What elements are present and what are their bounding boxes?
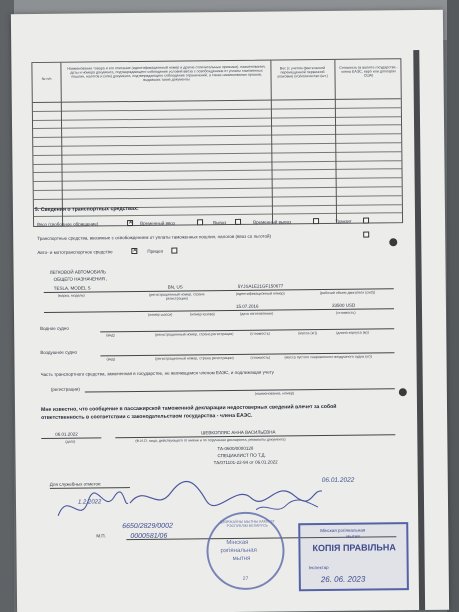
desk-right (447, 0, 459, 612)
signature-scribble (126, 471, 326, 521)
signature-date: 06.01.2022 (55, 431, 78, 437)
copy-stamp-date: 26. 06. 2023 (320, 574, 366, 585)
import-free-checkbox[interactable] (127, 220, 133, 226)
handwritten-3: 1.2.2022 (77, 499, 102, 506)
agent-line1: ТА-0600/0000128 (217, 445, 254, 452)
agent-line3: ТА/071101-22-94 от 06.01.2022 (213, 459, 278, 466)
temp-import-checkbox[interactable] (197, 219, 203, 225)
replaced-reg: (регистрации) (50, 386, 80, 392)
binding-edge (413, 50, 425, 610)
round-stamp-text: ДЗЯРЖАЎНЫ МЫТНЫ КАМІТЭТ РЭСПУБЛІКІ БЕЛАРУСЬ (219, 519, 275, 529)
body-caption: (номер кузова) (190, 312, 215, 317)
vehicle-type-line1: ЛЕГКОВОЙ АВТОМОБИЛЬ (49, 269, 106, 275)
replaced-text: Часть транспортного средства, замененная в государстве, не являющемся членом ЕАЭС, и подлежащая учету (40, 369, 274, 377)
goods-table-header (32, 59, 400, 103)
handwritten-1: 6650/2829/0002 (122, 522, 173, 531)
round-stamp-center3: мытня (232, 555, 251, 562)
water-reg: (регистрационный номер, страна регистрации) (154, 331, 234, 337)
declaration-page (11, 10, 449, 612)
auto-label: Авто- и мототранспортное средство (37, 249, 113, 256)
air-reg: (регистрационный номер, страна регистрации) (155, 355, 234, 361)
cost-caption: (стоимость) (335, 310, 356, 315)
volume-caption: (рабочий объем двигателя (см3)) (319, 290, 376, 296)
vehicle-reg: BN, US (167, 284, 183, 290)
air-cost: (стоимость) (250, 355, 271, 360)
temp-export-checkbox[interactable] (313, 218, 319, 224)
air-mass: (масса пустого снаряженного воздушного судна (кг)) (284, 354, 372, 360)
col-value-header: Стоимость (в валюте государства - члена ЕАЭС, евро или долларах США) (339, 65, 398, 78)
agent-line2: СПЕЦИАЛИСТ ПО Т.Д. (217, 452, 266, 459)
official-label: Для служебных отметок: (49, 481, 102, 487)
transit-checkbox[interactable] (363, 218, 369, 224)
col-weight-header: Вес (с учетом фактической перемещенной первичной упаковки) (кг)/количество (шт.) (277, 65, 328, 79)
statement-line1: Мне известно, что сообщение в пассажирской таможенной декларации недостоверных сведений влечет за собой (40, 403, 337, 413)
trailer-checkbox[interactable] (171, 248, 177, 254)
round-stamp-center2: рэгіянальная (220, 547, 257, 555)
transit-label: Транзит (335, 218, 352, 224)
replaced-name: (наименование, номер) (254, 391, 295, 396)
water-label: Водное судно (40, 325, 69, 331)
handwritten-2: 0000581/06 (130, 532, 168, 541)
copy-stamp (298, 522, 409, 591)
col-name-header: Наименование товара и его описание (идентификационный номер и другие отличительные признаки), наименования, даты и номера документа, подтверждающего соблюдение условий ввоза с освобождением от уплаты таможенных пошлин, налогов и (или) документа, подтверждающего соблюдение ограничений, а также наименования органов, выдавших такие документы (67, 64, 266, 82)
punch-hole (389, 238, 397, 246)
temp-import-label: Временный ввоз (140, 220, 175, 226)
water-vid: (вид) (106, 333, 115, 338)
export-checkbox[interactable] (235, 219, 241, 225)
round-stamp-number: 27 (242, 575, 249, 582)
goods-table (31, 58, 403, 227)
water-cost: (стоимость) (250, 331, 270, 336)
col-number-header: № п/п (41, 76, 52, 81)
auto-checkbox[interactable] (131, 248, 137, 254)
statement-line2: ответственность в соответствии с законодательством государства - члена ЕАЭС. (41, 412, 253, 421)
temp-export-label: Временный вывоз (253, 219, 292, 225)
import-free-label: Ввоз (свободное обращение) (37, 221, 99, 228)
vehicle-type-line2: ОБЩЕГО НАЗНАЧЕНИЯ , (53, 276, 108, 282)
signature-date-caption: (дата) (65, 439, 76, 444)
copy-stamp-org1: Мінская рэгіянальная (320, 527, 366, 534)
reg-caption: (регистрационный номер, страна регистрации) (149, 292, 205, 301)
air-label: Воздушное судно (40, 349, 78, 355)
copy-stamp-inspector: Інспектар (308, 564, 329, 571)
copy-stamp-title: КОПІЯ ПРАВІЛЬНА (312, 542, 396, 554)
water-mass: (масса (кг)) (298, 331, 317, 336)
export-label: Вывоз (213, 220, 227, 226)
mp-label: М.П. (96, 533, 106, 539)
punch-hole (399, 388, 407, 396)
signature-scribble-2 (52, 485, 132, 530)
vehicle-vin: 5YJSA1E21GF150677 (237, 283, 284, 289)
air-vid: (вид) (106, 357, 115, 362)
signature-name: ШЕВКОПЛЯС АННА ВАСИЛЬЕВНА (201, 429, 276, 436)
water-length: (длина корпуса (м)) (336, 330, 369, 335)
vehicle-cost: 33500 USD (331, 302, 356, 308)
vehicle-date: 15.07.2016 (235, 303, 259, 309)
replaced-line (85, 388, 395, 392)
round-stamp (206, 511, 285, 590)
vin-caption: (идентификационный номер) (235, 291, 285, 296)
exempt-label: Транспортные средства, ввозимые с освобождением от уплаты таможенных пошлин, налогов (ввоз со льготой) (37, 233, 272, 242)
trailer-label: Прицеп (147, 248, 164, 254)
signature-name-caption: (Ф.И.О. лица, действующего от имени и по поручению декларанта, реквизиты документа) (135, 437, 286, 443)
copy-stamp-org2: мытня (346, 533, 360, 539)
section5-title: 5. Сведения о транспортных средствах: (34, 205, 139, 214)
vehicle-make: TESLA, MODEL S (53, 285, 91, 291)
make-caption: (марка, модель) (57, 293, 85, 298)
exempt-checkbox[interactable] (363, 232, 369, 238)
date-caption: (дата изготовления) (239, 311, 274, 316)
round-stamp-center1: Мінская (226, 539, 249, 547)
stamp-date: 06.01.2022 (321, 476, 355, 485)
chassis-caption: (номер шасси) (148, 312, 173, 317)
